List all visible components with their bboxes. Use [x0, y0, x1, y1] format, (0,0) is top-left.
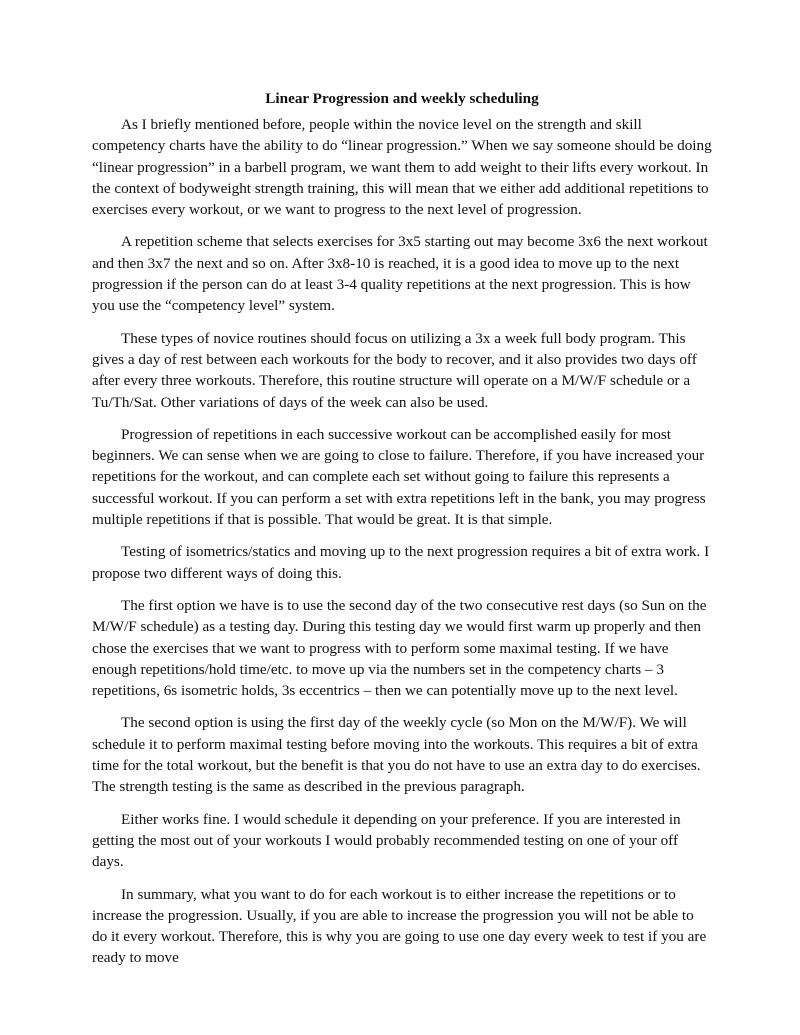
- paragraph-first-option: The first option we have is to use the second day of the two consecutive rest days (so Sun on the M/W/F schedule) as a testing day. During this testing day we would first warm up properly and then chose the exercises that we want to progress with to perform some maximal testing. If we have enough repetitions/hold time/etc. to move up via the numbers set in the competency charts – 3 repetitions, 6s isometric holds, 3s eccentrics – then we can potentially move up to the next level.: [92, 596, 707, 700]
- paragraph-progression-repetitions: Progression of repetitions in each successive workout can be accomplished easily for most beginners. We can sense when we are going to close to failure. Therefore, if you have increased your repetitions for the workout, and can complete each set without going to failure this represents a successful workout. If you can perform a set with extra repetitions left in the bank, you may progress multiple repetitions if that is possible. That would be great. It is that simple.: [92, 425, 706, 529]
- paragraph-testing-isometrics: Testing of isometrics/statics and moving up to the next progression requires a bit of extra work. I propose two different ways of doing this.: [92, 543, 710, 582]
- paragraph-summary: In summary, what you want to do for each workout is to either increase the repetitions or to increase the progression. Usually, if you are able to increase the progression you will not be able to do it every workout. Therefore, this is why you are going to use one day every week to test if you are ready to move: [92, 885, 707, 967]
- document-title: Linear Progression and weekly scheduling: [265, 90, 539, 107]
- paragraph-either-works: Either works fine. I would schedule it depending on your preference. If you are interested in getting the most out of your workouts I would probably recommended testing on one of your off days.: [92, 810, 681, 871]
- document-page: [92, 88, 712, 980]
- paragraph-linear-progression: As I briefly mentioned before, people within the novice level on the strength and skill competency charts have the ability to do “linear progression.” When we say someone should be doing “linear progression” in a barbell program, we want them to add weight to their lifts every workout. In the context of bodyweight strength training, this will mean that we either add additional repetitions to exercises every workout, or we want to progress to the next level of progression.: [92, 116, 712, 219]
- paragraph-repetition-scheme: A repetition scheme that selects exercises for 3x5 starting out may become 3x6 the next workout and then 3x7 the next and so on. After 3x8-10 is reached, it is a good idea to move up to the next progression if the person can do at least 3-4 quality repetitions at the next progression. This is how you use the “competency level” system.: [92, 233, 708, 315]
- paragraph-second-option: The second option is using the first day of the weekly cycle (so Mon on the M/W/F). We will schedule it to perform maximal testing before moving into the workouts. This requires a bit of extra time for the total workout, but the benefit is that you do not have to use an extra day to do exercises. The strength testing is the same as described in the previous paragraph.: [92, 714, 701, 796]
- paragraph-novice-routines: These types of novice routines should focus on utilizing a 3x a week full body program. This gives a day of rest between each workouts for the body to recover, and it also provides two days off after every three workouts. Therefore, this routine structure will operate on a M/W/F schedule or a Tu/Th/Sat. Other variations of days of the week can also be used.: [92, 329, 697, 411]
